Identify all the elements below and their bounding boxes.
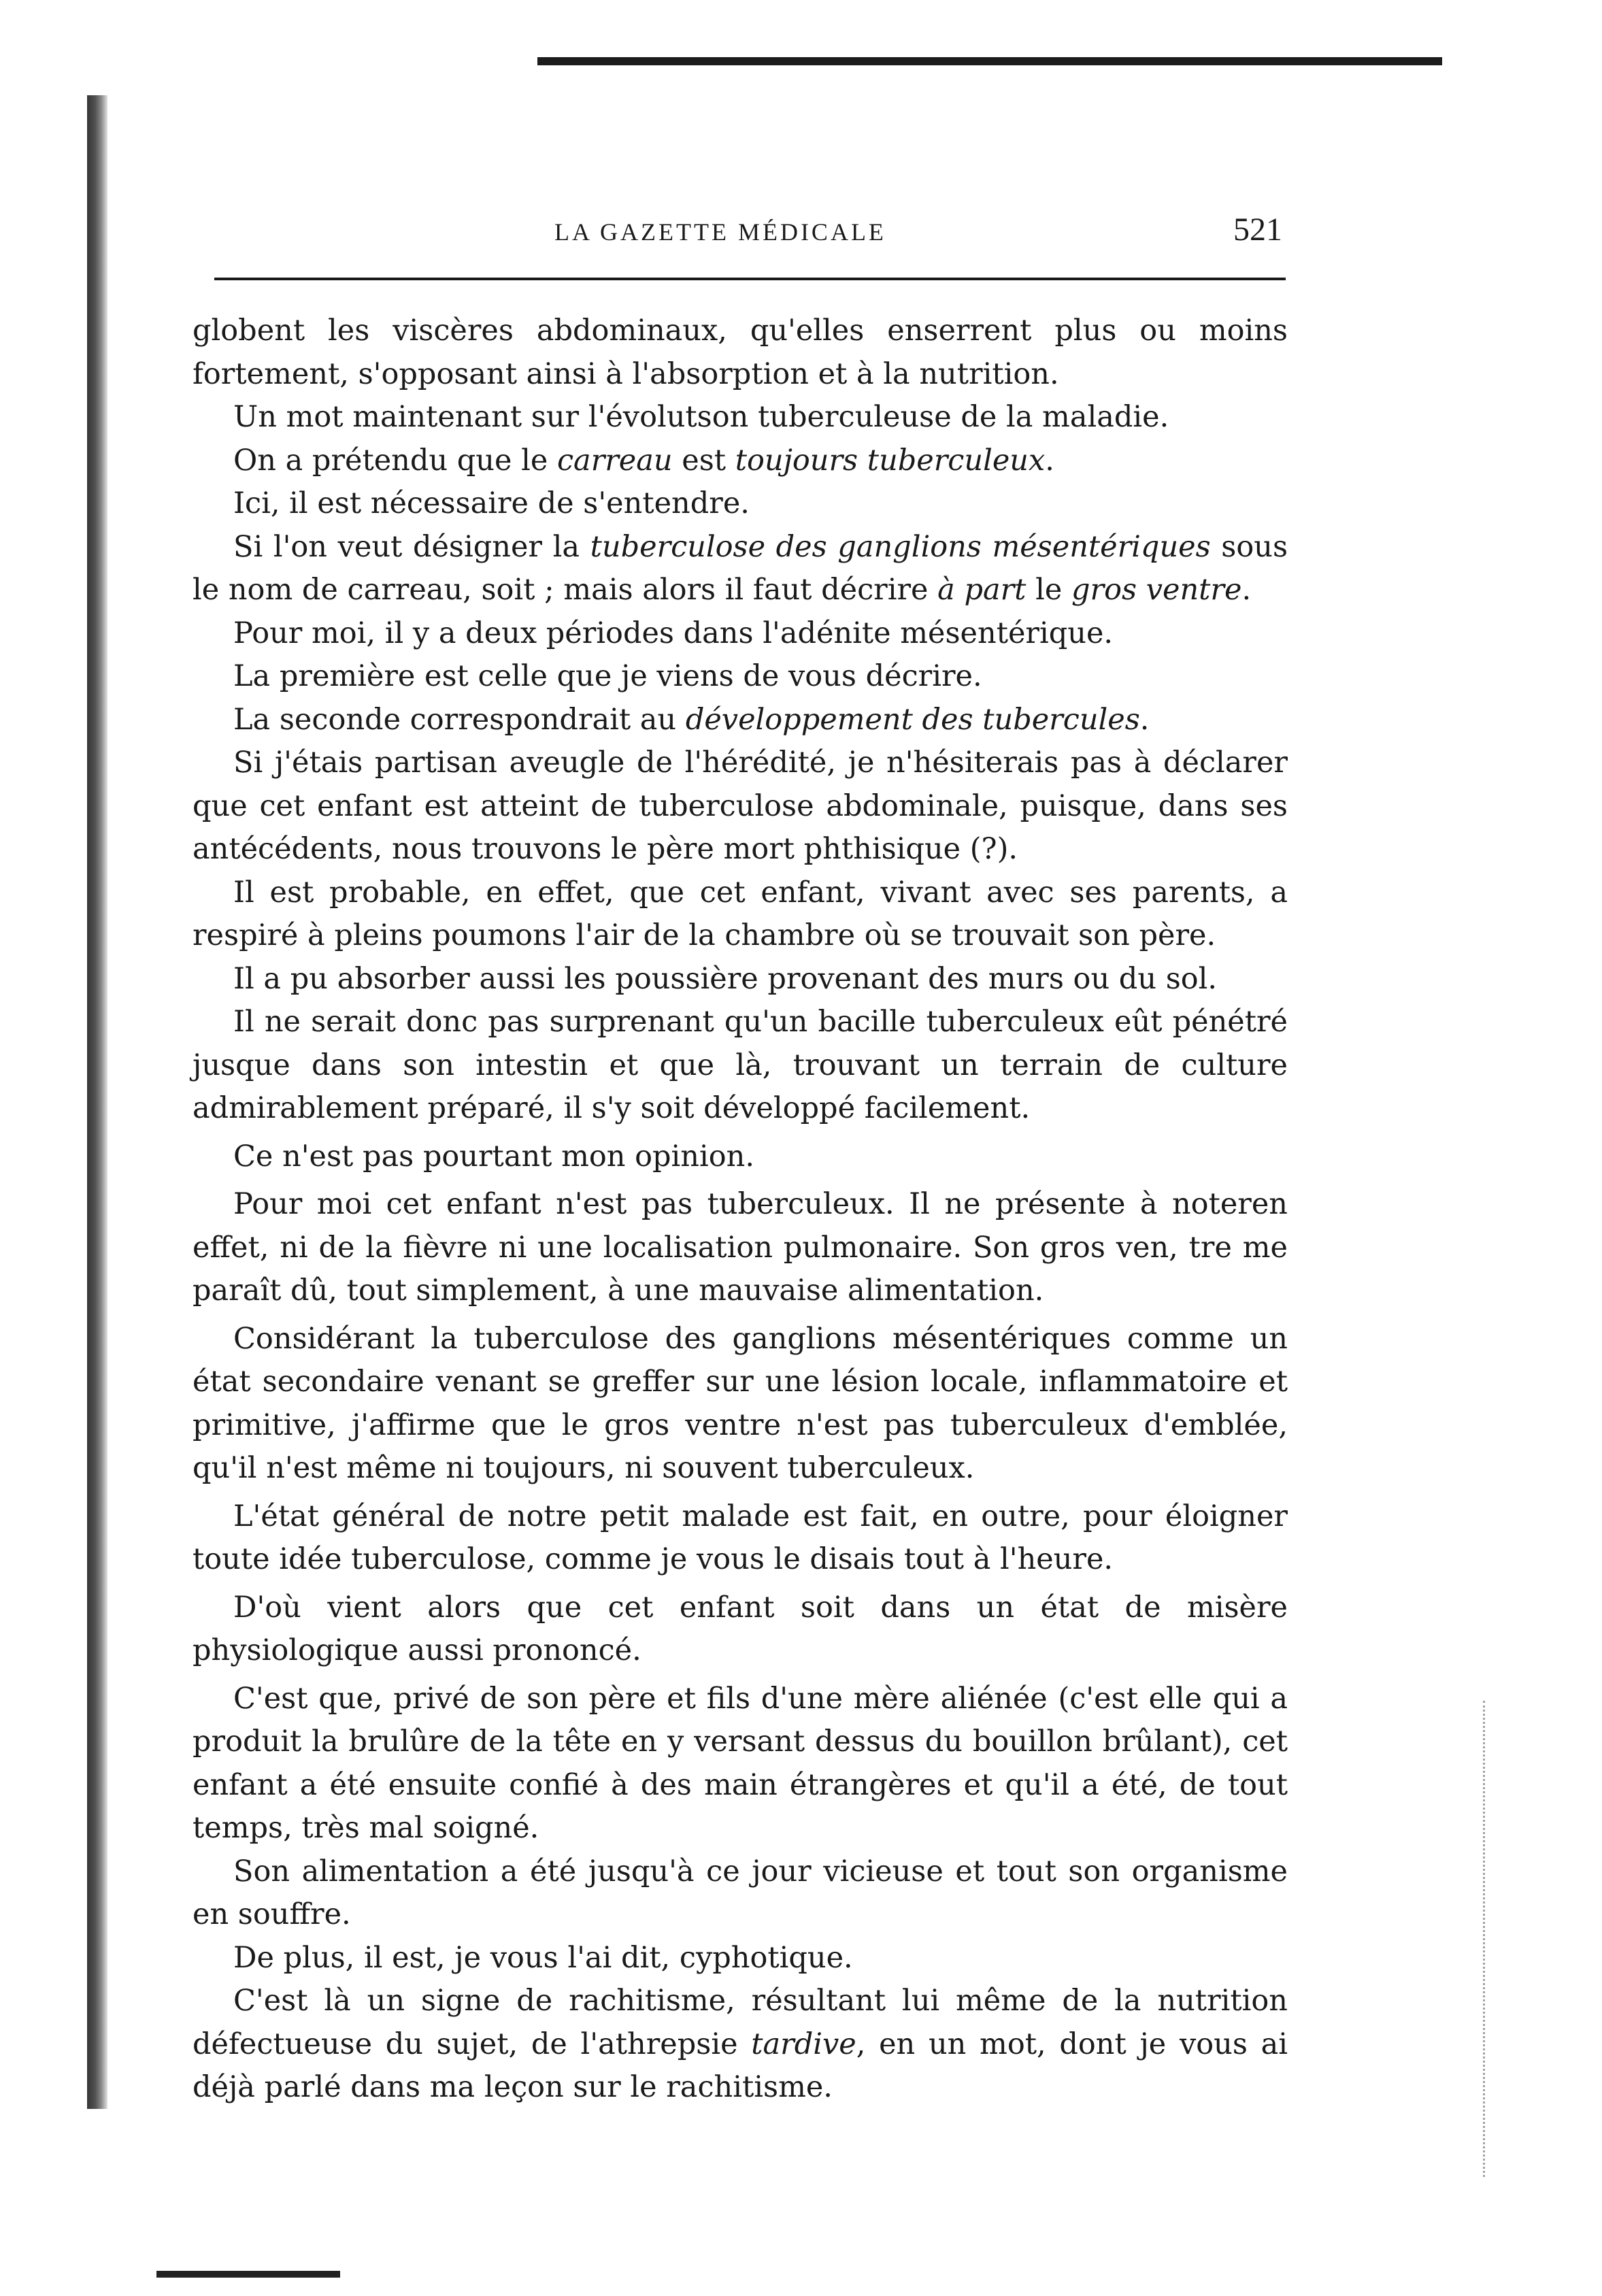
page-number: 521	[1233, 212, 1282, 248]
scan-top-rule	[537, 57, 1442, 65]
paragraph: globent les viscères abdominaux, qu'elles enserrent plus ou moins fortement, s'opposant ainsi à l'absorption et à la nutrition.	[193, 314, 1288, 391]
paragraph: D'où vient alors que cet enfant soit dans un état de misère physiologique aussi prononcé.	[193, 1590, 1288, 1667]
paragraph: De plus, il est, je vous l'ai dit, cyphotique.	[233, 1940, 853, 1975]
paragraph: Pour moi cet enfant n'est pas tuberculeux. Il ne présente à noteren effet, ni de la fièvre ni une localisation pulmonaire. Son gros ven, tre me paraît dû, tout simplement, à une mauvaise alimentation.	[193, 1187, 1288, 1308]
italic-text: gros ventre	[1071, 573, 1242, 607]
italic-text: toujours tuberculeux	[735, 443, 1046, 478]
scan-right-specks	[1483, 1701, 1495, 2177]
running-title: LA GAZETTE MÉDICALE	[554, 218, 886, 246]
paragraph: Si j'étais partisan aveugle de l'hérédité, je n'hésiterais pas à déclarer que cet enfant est atteint de tuberculose abdominale, puisque, dans ses antécédents, nous trouvons le père mort phthisique (?).	[193, 746, 1288, 866]
header-rule	[214, 278, 1286, 280]
italic-text: développement des tubercules	[685, 702, 1140, 737]
paragraph: Il a pu absorber aussi les poussière provenant des murs ou du sol.	[233, 961, 1218, 996]
paragraph: Un mot maintenant sur l'évolutson tuberculeuse de la maladie.	[233, 400, 1169, 434]
italic-text: carreau	[556, 443, 673, 478]
body-text	[193, 310, 1288, 2110]
paragraph: La première est celle que je viens de vous décrire.	[233, 659, 982, 693]
paragraph: L'état général de notre petit malade est fait, en outre, pour éloigner toute idée tuberculose, comme je vous le disais tout à l'heure.	[193, 1499, 1288, 1576]
paragraph: On a prétendu que le carreau est toujours tuberculeux.	[233, 443, 1054, 478]
scan-binding-shadow	[87, 95, 107, 2109]
paragraph: La seconde correspondrait au développement des tubercules.	[233, 702, 1150, 737]
paragraph: C'est là un signe de rachitisme, résultant lui même de la nutrition défectueuse du sujet, de l'athrepsie tardive, en un mot, dont je vous ai déjà parlé dans ma leçon sur le rachitisme.	[193, 1984, 1288, 2104]
paragraph: Son alimentation a été jusqu'à ce jour vicieuse et tout son organisme en souffre.	[193, 1854, 1288, 1931]
paragraph: Il est probable, en effet, que cet enfant, vivant avec ses parents, a respiré à pleins poumons l'air de la chambre où se trouvait son père.	[193, 875, 1288, 952]
page-header	[214, 204, 1289, 272]
italic-text: à part	[937, 573, 1027, 607]
paragraph: Si l'on veut désigner la tuberculose des ganglions mésentériques sous le nom de carreau, soit ; mais alors il faut décrire à part le gros ventre.	[193, 529, 1288, 607]
paragraph: Ce n'est pas pourtant mon opinion.	[233, 1139, 755, 1174]
italic-text: tardive	[751, 2027, 856, 2061]
paragraph: Considérant la tuberculose des ganglions mésentériques comme un état secondaire venant se greffer sur une lésion locale, inflammatoire et primitive, j'affirme que le gros ventre n'est pas tuberculeux d'emblée, qu'il n'est même ni toujours, ni souvent tuberculeux.	[193, 1321, 1288, 1485]
paragraph: Pour moi, il y a deux périodes dans l'adénite mésentérique.	[233, 616, 1114, 650]
paragraph: Il ne serait donc pas surprenant qu'un bacille tuberculeux eût pénétré jusque dans son intestin et que là, trouvant un terrain de culture admirablement préparé, il s'y soit développé facilement.	[193, 1005, 1288, 1125]
italic-text: tuberculose des ganglions mésentériques	[590, 529, 1211, 564]
scan-bottom-mark	[156, 2271, 340, 2278]
paragraph: C'est que, privé de son père et fils d'une mère aliénée (c'est elle qui a produit la brulûre de la tête en y versant dessus du bouillon brûlant), cet enfant a été ensuite confié à des main étrangères et qu'il a été, de tout temps, très mal soigné.	[193, 1681, 1288, 1845]
paragraph: Ici, il est nécessaire de s'entendre.	[233, 486, 750, 520]
